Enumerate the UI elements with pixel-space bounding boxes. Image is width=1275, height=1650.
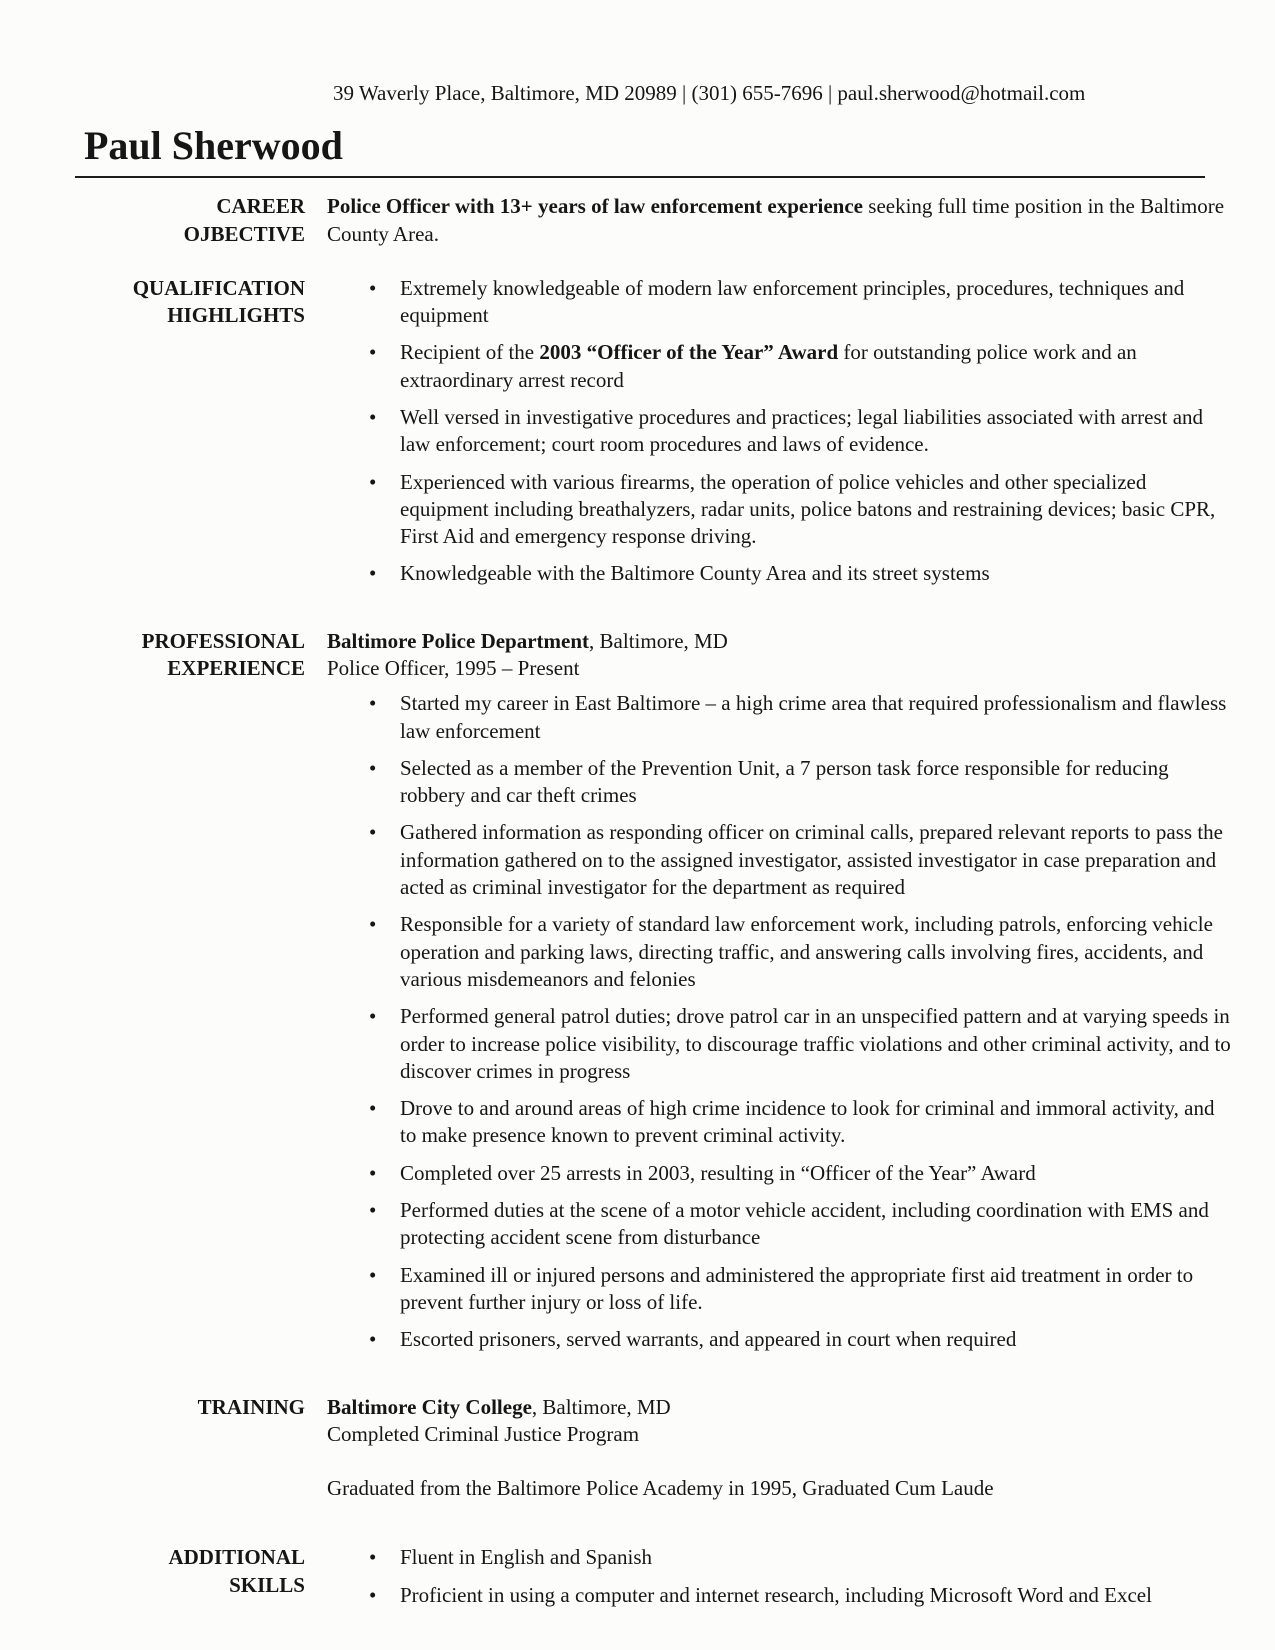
- label-line-1: PROFESSIONAL: [141, 628, 305, 653]
- section-label-additional-skills: [75, 1544, 305, 1599]
- bullet-item: [327, 1003, 1235, 1085]
- bullet-item: [327, 1326, 1235, 1353]
- bullet-text: Started my career in East Baltimore – a high crime area that required professionalism and flawless law enforcement: [400, 691, 1227, 743]
- bullet-text: Proficient in using a computer and internet research, including Microsoft Word and Excel: [400, 1582, 1152, 1607]
- job-title-line: Police Officer, 1995 – Present: [327, 656, 580, 680]
- training-program-line: Completed Criminal Justice Program: [327, 1421, 640, 1446]
- section-label-professional-experience: [75, 628, 305, 683]
- candidate-name: Paul Sherwood: [84, 123, 343, 169]
- bullet-item: [327, 275, 1235, 330]
- bullet-text: Examined ill or injured persons and administered the appropriate first aid treatment in order to prevent further injury or loss of life.: [400, 1262, 1194, 1314]
- bullet-item: [327, 339, 1235, 394]
- section-additional-skills: [75, 1544, 1235, 1609]
- label-line-1: TRAINING: [197, 1394, 305, 1419]
- bullet-item: [327, 819, 1235, 901]
- bullet-text: Performed general patrol duties; drove patrol car in an unspecified pattern and at varying speeds in order to increase police visibility, to discourage traffic violations and other criminal activity, and to discover crimes in progress: [400, 1004, 1231, 1083]
- bullet-item: [327, 1544, 1235, 1571]
- bullet-item: [327, 1095, 1235, 1150]
- section-professional-experience: [75, 628, 1235, 1354]
- label-line-1: QUALIFICATION: [132, 275, 305, 300]
- bullet-item: [327, 911, 1235, 993]
- school-name: Baltimore City College: [327, 1394, 532, 1419]
- label-line-1: ADDITIONAL: [168, 1545, 305, 1570]
- bullet-item: [327, 1197, 1235, 1252]
- skills-bullet-list: [327, 1544, 1235, 1609]
- training-academy-line: Graduated from the Baltimore Police Academy in 1995, Graduated Cum Laude: [327, 1476, 994, 1501]
- contact-line: 39 Waverly Place, Baltimore, MD 20989 | (301) 655-7696 | paul.sherwood@hotmail.com: [333, 81, 1086, 105]
- additional-skills-content: [327, 1544, 1235, 1609]
- bullet-text: Escorted prisoners, served warrants, and appeared in court when required: [400, 1327, 1017, 1352]
- bullet-item: [327, 690, 1235, 745]
- bullet-text: Extremely knowledgeable of modern law enforcement principles, procedures, techniques and equipment: [400, 275, 1185, 328]
- bullet-text-bold: 2003 “Officer of the Year” Award: [539, 340, 839, 365]
- bullet-text: Performed duties at the scene of a motor vehicle accident, including coordination with EMS and protecting accident scene from disturbance: [400, 1198, 1209, 1250]
- bullet-text: Completed over 25 arrests in 2003, resulting in “Officer of the Year” Award: [400, 1160, 1036, 1185]
- qualification-highlights-content: [327, 275, 1235, 588]
- professional-experience-content: [327, 628, 1235, 1354]
- label-line-2: EXPERIENCE: [167, 656, 305, 681]
- bullet-item: [327, 469, 1235, 551]
- label-line-2: HIGHLIGHTS: [167, 303, 305, 328]
- bullet-text: Drove to and around areas of high crime incidence to look for criminal and immoral activity, and to make presence known to prevent criminal activity.: [400, 1096, 1215, 1148]
- bullet-text: Well versed in investigative procedures and practices; legal liabilities associated with arrest and law enforcement; court room procedures and laws of evidence.: [400, 404, 1204, 457]
- objective-rest-text: seeking full time position in the Baltimore County Area.: [327, 194, 1225, 246]
- label-line-2: OJBECTIVE: [183, 222, 305, 247]
- bullet-item: [327, 1262, 1235, 1317]
- employer-name: Baltimore Police Department: [327, 628, 590, 653]
- section-label-career-objective: [75, 193, 305, 248]
- section-qualification-highlights: [75, 275, 1235, 588]
- experience-bullet-list: [327, 690, 1235, 1353]
- bullet-item: [327, 560, 1235, 587]
- employer-location: , Baltimore, MD: [589, 628, 728, 653]
- section-label-qualification-highlights: [75, 275, 305, 330]
- employer-line: [327, 628, 1235, 655]
- bullet-item: [327, 755, 1235, 810]
- bullet-item: [327, 404, 1235, 459]
- section-training: [75, 1394, 1235, 1503]
- label-line-2: SKILLS: [229, 1573, 305, 1598]
- header-divider: [75, 176, 1205, 178]
- bullet-item: [327, 1160, 1235, 1187]
- bullet-text: Fluent in English and Spanish: [400, 1545, 652, 1570]
- bullet-text: Selected as a member of the Prevention Unit, a 7 person task force responsible for reducing robbery and car theft crimes: [400, 755, 1169, 808]
- bullet-text: Gathered information as responding officer on criminal calls, prepared relevant reports to pass the information gathered on to the assigned investigator, assisted investigator in case preparation and acted as criminal investigator for the department as required: [400, 820, 1223, 900]
- section-label-training: [75, 1394, 305, 1422]
- school-location: , Baltimore, MD: [531, 1394, 671, 1419]
- career-objective-text: [327, 193, 1235, 248]
- training-content: [327, 1394, 1235, 1503]
- school-line: [327, 1394, 1235, 1421]
- bullet-text: Recipient of the: [400, 340, 540, 365]
- bullet-text: Responsible for a variety of standard law enforcement work, including patrols, enforcing vehicle operation and parking laws, directing traffic, and answering calls involving fires, accidents, and various misdemeanors and felonies: [400, 912, 1213, 991]
- bullet-text: Experienced with various firearms, the operation of police vehicles and other specialized equipment including breathalyzers, radar units, police batons and restraining devices; basic CPR, First Aid and emergency response driving.: [400, 469, 1216, 549]
- bullet-item: [327, 1582, 1235, 1609]
- label-line-1: CAREER: [216, 194, 305, 219]
- objective-bold-text: Police Officer with 13+ years of law enforcement experience: [327, 194, 864, 219]
- bullet-text: Knowledgeable with the Baltimore County Area and its street systems: [400, 561, 990, 586]
- bullet-text: for outstanding police work and an extraordinary arrest record: [400, 340, 1137, 392]
- section-career-objective: [75, 193, 1235, 248]
- qualification-bullet-list: [327, 275, 1235, 588]
